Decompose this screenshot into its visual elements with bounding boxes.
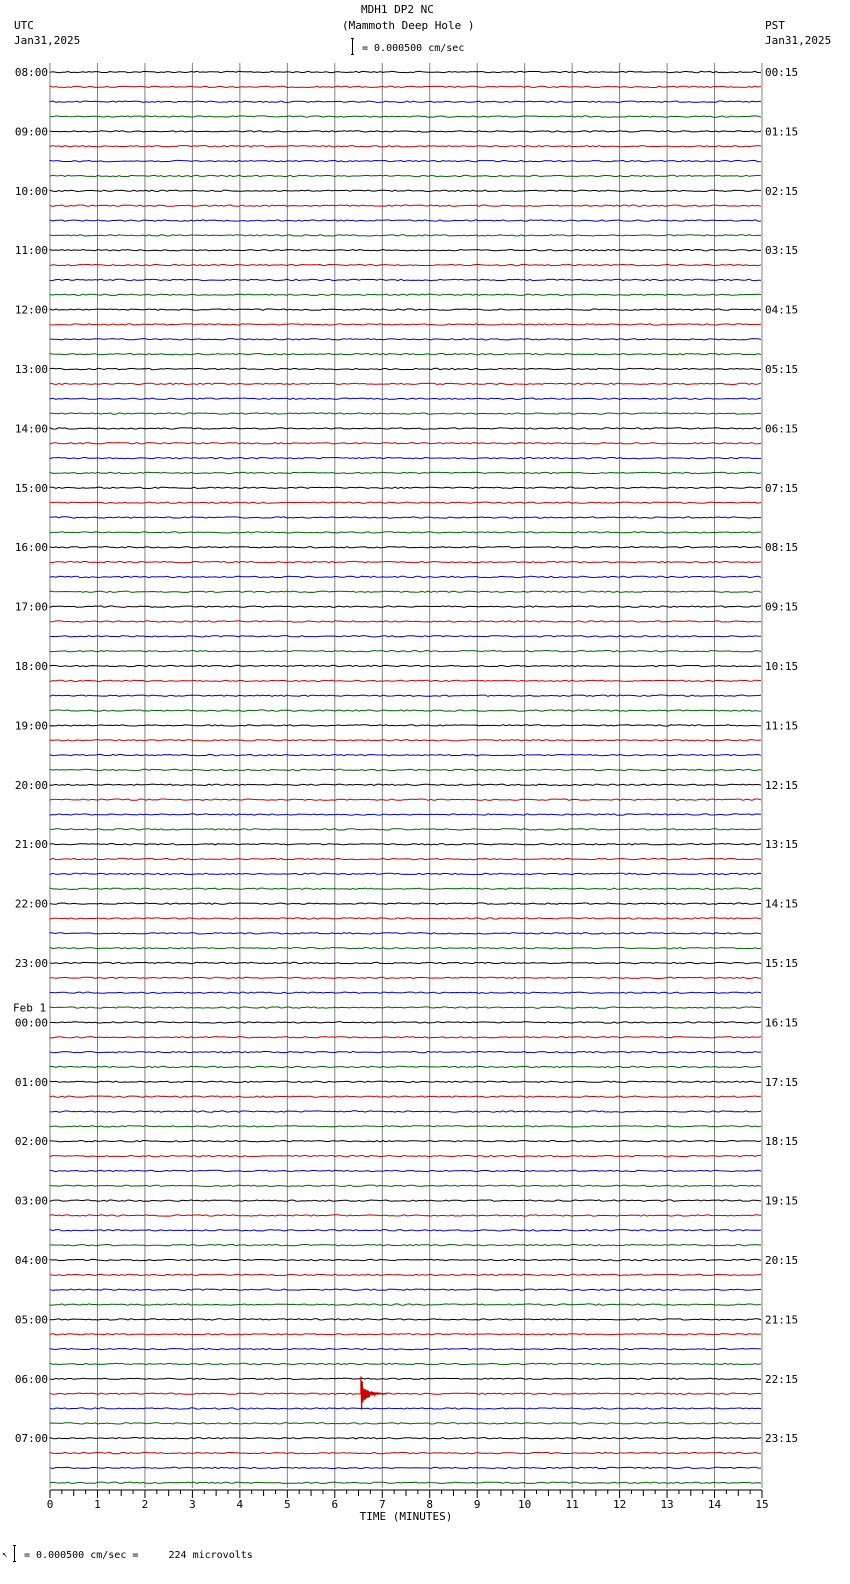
trace-83 [50,1304,761,1305]
left-hour-label: 03:00 [14,1194,48,1208]
x-tick-label: 13 [660,1498,674,1511]
trace-70 [50,1111,761,1112]
trace-16 [50,309,761,310]
trace-90 [50,1408,761,1409]
trace-0 [50,71,761,72]
trace-3 [50,116,761,117]
trace-9 [50,205,761,206]
left-hour-label: 05:00 [14,1313,48,1327]
trace-52 [50,844,761,845]
right-hour-label: 16:15 [765,1016,799,1030]
trace-12 [50,250,761,251]
x-tick-label: 9 [473,1498,481,1511]
left-hour-label: 14:00 [14,422,48,436]
trace-33 [50,561,761,562]
trace-85 [50,1334,761,1335]
trace-56 [50,903,761,904]
x-tick-label: 8 [426,1498,434,1511]
right-hour-label: 05:15 [765,363,799,376]
right-hour-label: 04:15 [765,303,799,317]
x-tick-label: 5 [284,1498,291,1511]
trace-64 [50,1022,761,1023]
trace-17 [50,324,761,325]
left-hour-label: 19:00 [14,719,48,733]
trace-87 [50,1363,761,1364]
trace-22 [50,398,761,399]
x-tick-label: 3 [189,1498,196,1511]
trace-63 [50,1007,761,1008]
trace-51 [50,829,761,830]
trace-71 [50,1126,761,1127]
trace-53 [50,858,761,859]
left-date: Jan31,2025 [14,34,81,47]
right-hour-label: 22:15 [765,1372,799,1386]
trace-59 [50,948,761,949]
left-timezone: UTC [14,19,34,32]
left-hour-label: 06:00 [14,1372,48,1386]
left-hour-label: 00:00 [14,1016,48,1030]
trace-65 [50,1037,761,1038]
trace-2 [50,101,761,102]
right-hour-label: 08:15 [765,541,799,555]
left-hour-label: 17:00 [14,600,48,614]
x-axis-title: TIME (MINUTES) [359,1510,453,1523]
trace-5 [50,146,761,147]
trace-27 [50,472,761,473]
trace-13 [50,264,761,265]
trace-60 [50,962,761,963]
trace-18 [50,339,761,340]
trace-73 [50,1155,761,1156]
x-tick-label: 1 [94,1498,101,1511]
left-hour-label: 15:00 [14,481,48,495]
scale-label: = 0.000500 cm/sec [362,43,465,54]
trace-32 [50,547,761,548]
right-hour-label: 13:15 [765,838,799,852]
trace-79 [50,1245,761,1246]
trace-43 [50,710,761,711]
right-hour-label: 12:15 [765,778,799,792]
right-hour-label: 09:15 [765,600,799,614]
trace-10 [50,220,761,221]
x-tick-label: 6 [331,1498,339,1511]
trace-31 [50,532,761,533]
trace-81 [50,1274,761,1275]
right-hour-label: 20:15 [765,1254,799,1267]
trace-55 [50,888,761,889]
right-hour-label: 18:15 [765,1135,799,1149]
trace-39 [50,651,761,652]
right-hour-label: 06:15 [765,422,799,436]
x-tick-label: 4 [236,1498,244,1511]
trace-29 [50,502,761,503]
right-hour-label: 17:15 [765,1075,799,1089]
trace-80 [50,1259,761,1260]
trace-34 [50,576,761,577]
trace-21 [50,383,761,384]
trace-40 [50,665,761,666]
trace-95 [50,1482,761,1483]
trace-76 [50,1200,761,1201]
trace-47 [50,769,761,770]
trace-28 [50,487,761,488]
left-hour-label: 16:00 [14,541,48,555]
date-change-label: Feb 1 [13,1001,47,1015]
station-location: (Mammoth Deep Hole ) [342,19,475,32]
trace-67 [50,1066,761,1067]
right-timezone: PST [765,19,785,32]
right-hour-label: 01:15 [765,125,799,139]
trace-92 [50,1438,761,1439]
left-hour-label: 13:00 [14,363,48,376]
left-hour-label: 22:00 [14,897,48,911]
trace-62 [50,992,761,993]
trace-89 [50,1393,761,1394]
trace-88 [50,1378,761,1379]
trace-35 [50,591,761,592]
trace-77 [50,1215,761,1216]
x-tick-label: 15 [755,1498,769,1511]
trace-26 [50,457,761,458]
trace-4 [50,131,761,132]
left-hour-label: 01:00 [14,1075,48,1089]
x-tick-label: 2 [141,1498,149,1511]
trace-1 [50,86,761,87]
left-hour-label: 18:00 [14,660,48,673]
trace-37 [50,621,761,622]
trace-46 [50,754,761,755]
right-hour-label: 00:15 [765,66,799,79]
trace-20 [50,368,761,369]
right-hour-label: 23:15 [765,1432,799,1446]
x-tick-label: 7 [378,1498,386,1511]
trace-30 [50,517,761,518]
x-tick-label: 10 [518,1498,532,1511]
trace-42 [50,695,761,696]
right-hour-label: 21:15 [765,1313,799,1327]
x-tick-label: 11 [565,1498,579,1511]
left-hour-label: 11:00 [14,244,48,258]
left-hour-label: 12:00 [14,303,48,317]
trace-23 [50,413,761,414]
trace-68 [50,1081,761,1082]
event-burst-0 [361,1376,387,1410]
trace-41 [50,680,761,681]
trace-94 [50,1467,761,1468]
trace-25 [50,443,761,444]
trace-15 [50,294,761,295]
trace-86 [50,1348,761,1349]
right-hour-label: 11:15 [765,719,799,733]
right-hour-label: 07:15 [765,481,799,495]
trace-24 [50,428,761,429]
right-hour-label: 03:15 [765,244,799,258]
trace-84 [50,1319,761,1320]
trace-69 [50,1096,761,1097]
station-title: MDH1 DP2 NC [361,3,434,16]
footer-prefix: ↖ [2,1550,8,1560]
trace-50 [50,814,761,815]
trace-78 [50,1230,761,1231]
trace-48 [50,784,761,785]
trace-61 [50,977,761,978]
left-hour-label: 09:00 [14,125,48,139]
footer-scale-note: = 0.000500 cm/sec = 224 microvolts [24,1550,253,1561]
trace-72 [50,1141,761,1142]
left-hour-label: 08:00 [14,66,48,79]
right-hour-label: 10:15 [765,660,799,673]
trace-44 [50,725,761,726]
trace-82 [50,1289,761,1290]
trace-75 [50,1185,761,1186]
footer-scale-bar-icon [13,1545,16,1562]
trace-49 [50,799,761,800]
left-hour-label: 21:00 [14,838,48,852]
left-hour-label: 07:00 [14,1432,48,1446]
trace-74 [50,1170,761,1171]
trace-7 [50,175,761,176]
right-hour-label: 02:15 [765,184,799,198]
right-hour-label: 15:15 [765,957,799,970]
trace-93 [50,1452,761,1453]
trace-36 [50,606,761,607]
trace-38 [50,636,761,637]
left-hour-label: 04:00 [14,1254,48,1267]
left-hour-label: 23:00 [14,957,48,970]
right-date: Jan31,2025 [765,34,832,47]
trace-45 [50,740,761,741]
trace-58 [50,933,761,934]
trace-19 [50,354,761,355]
trace-6 [50,160,761,161]
trace-57 [50,918,761,919]
left-hour-label: 20:00 [14,778,48,792]
right-hour-label: 14:15 [765,897,799,911]
left-hour-label: 10:00 [14,184,48,198]
trace-54 [50,873,761,874]
trace-91 [50,1423,761,1424]
trace-8 [50,190,761,191]
left-hour-label: 02:00 [14,1135,48,1149]
trace-66 [50,1051,761,1052]
x-tick-label: 0 [46,1498,54,1511]
right-hour-label: 19:15 [765,1194,799,1208]
x-tick-label: 14 [707,1498,722,1511]
trace-11 [50,235,761,236]
x-tick-label: 12 [612,1498,627,1511]
trace-14 [50,279,761,280]
